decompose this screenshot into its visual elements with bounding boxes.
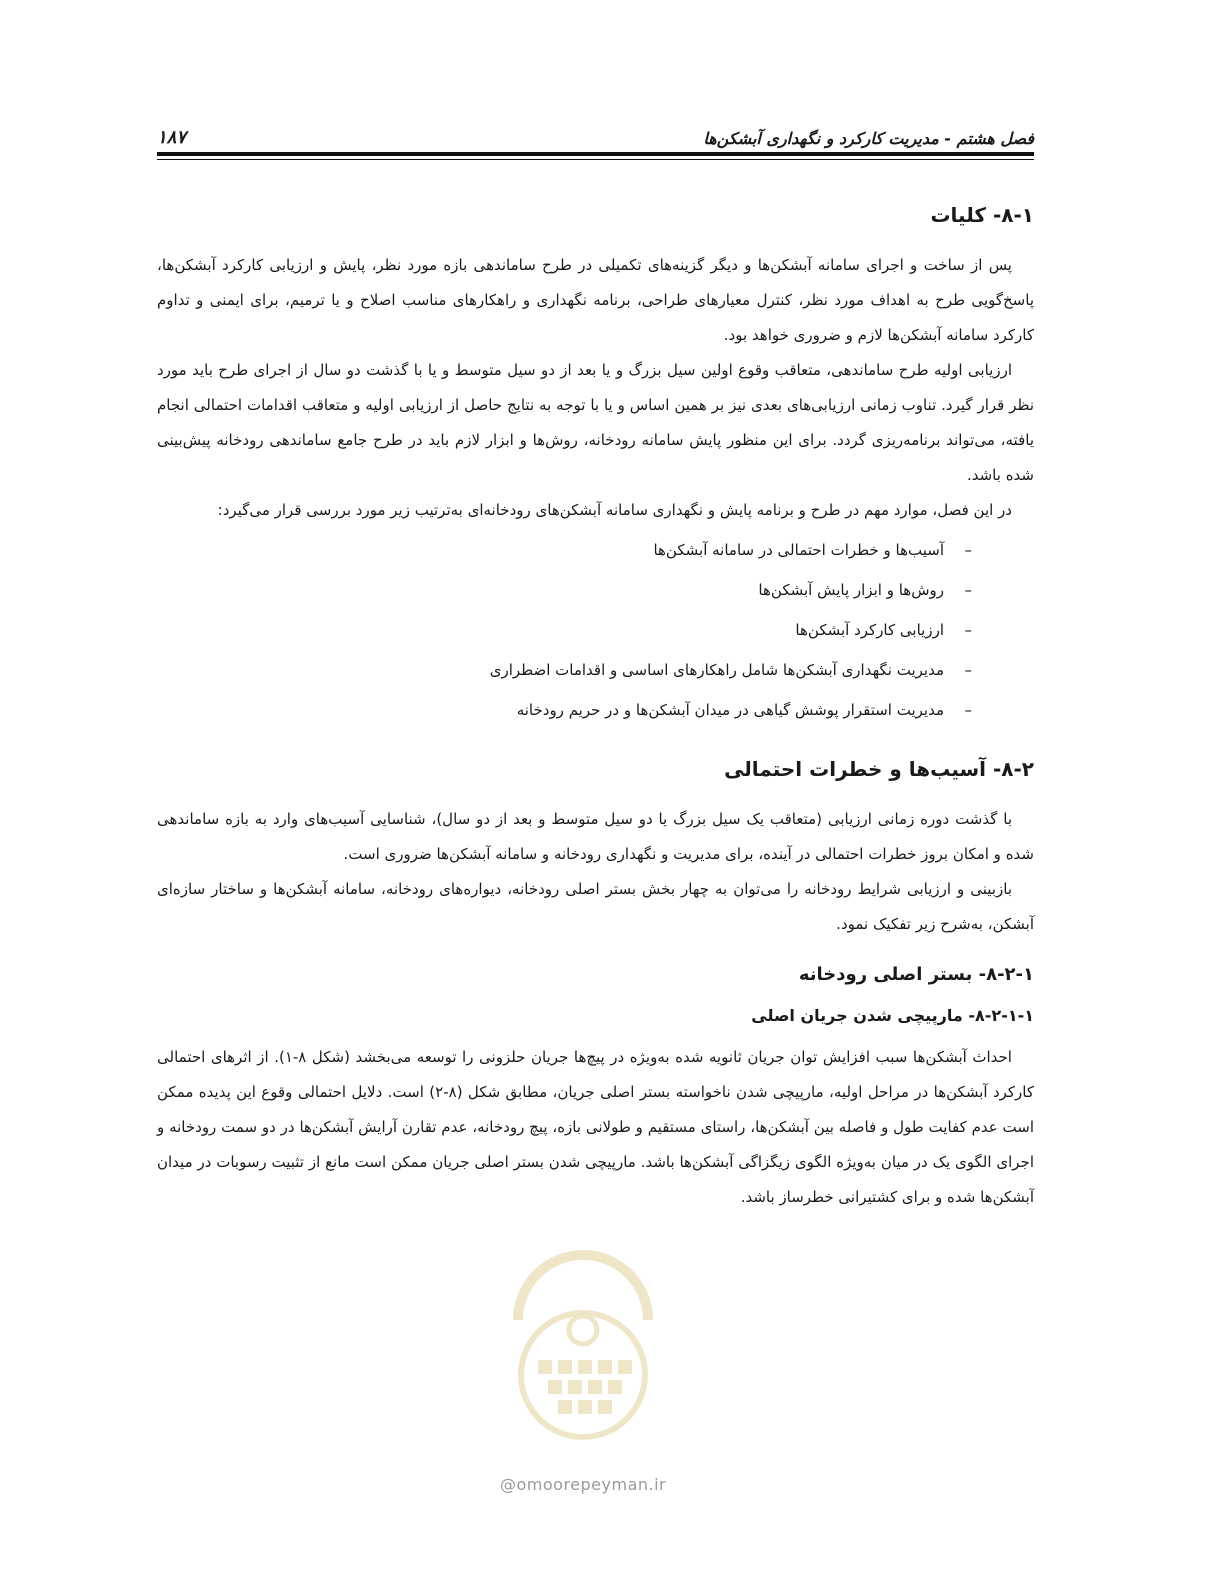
paragraph: بازبینی و ارزیابی شرایط رودخانه را می‌توان به چهار بخش بستر اصلی رودخانه، دیواره‌های رودخانه، سامانه آبشکن‌ها و ساختار سازه‌ای آبشکن، به‌شرح زیر تفکیک نمود. — [157, 880, 1034, 933]
list-item-text: ارزیابی کارکرد آبشکن‌ها — [795, 621, 944, 639]
list-item-text: روش‌ها و ابزار پایش آبشکن‌ها — [758, 581, 944, 599]
watermark-url: @omoorepeyman.ir — [500, 1475, 667, 1494]
list-item — [157, 530, 972, 570]
section-heading-8-2-1-1: ۸-۲-۱-۱- مارپیچی شدن جریان اصلی — [751, 1006, 1034, 1025]
list-item — [157, 610, 972, 650]
paragraph: ارزیابی اولیه طرح ساماندهی، متعاقب وقوع اولین سیل بزرگ و یا بعد از دو سیل متوسط و یا با گذشت دو سال از اجرای طرح باید مورد نظر قرار گیرد. تناوب زمانی ارزیابی‌های بعدی نیز بر همین اساس و یا با توجه به نتایج حاصل از ارزیابی اولیه و متعاقب اقدامات احتمالی انجام یافته، می‌تواند برنامه‌ریزی گردد. برای این منظور پایش سامانه رودخانه، روش‌ها و ابزار لازم باید در طرح جامع ساماندهی رودخانه پیش‌بینی شده باشد. — [157, 361, 1034, 484]
chapter-title: فصل هشتم - مدیریت کارکرد و نگهداری آبشکن‌ها — [703, 129, 1034, 148]
list-item — [157, 650, 972, 690]
list-item-text: مدیریت نگهداری آبشکن‌ها شامل راهکارهای اساسی و اقدامات اضطراری — [489, 661, 944, 679]
section-heading-8-2-1: ۸-۲-۱- بستر اصلی رودخانه — [798, 964, 1034, 985]
bullet-dash: – — [964, 701, 972, 719]
header-rule-thick — [157, 152, 1034, 156]
page-content — [157, 198, 1034, 1215]
paragraph: در این فصل، موارد مهم در طرح و برنامه پایش و نگهداری سامانه آبشکن‌های رودخانه‌ای به‌ترتیب زیر مورد بررسی قرار می‌گیرد: — [217, 501, 1012, 519]
list-item-text: آسیب‌ها و خطرات احتمالی در سامانه آبشکن‌ها — [653, 541, 944, 559]
bullet-dash: – — [964, 581, 972, 599]
bullet-dash: – — [964, 541, 972, 559]
bullet-dash: – — [964, 621, 972, 639]
paragraph: با گذشت دوره زمانی ارزیابی (متعاقب یک سیل بزرگ یا دو سیل متوسط و بعد از دو سال)، شناسایی آسیب‌های وارد به بازه ساماندهی شده و امکان بروز خطرات احتمالی در آینده، برای مدیریت و نگهداری رودخانه و سامانه آبشکن‌ها ضروری است. — [157, 810, 1034, 863]
header-rule-thin — [157, 159, 1034, 160]
paragraph: پس از ساخت و اجرای سامانه آبشکن‌ها و دیگر گزینه‌های تکمیلی در طرح ساماندهی بازه مورد نظر، پایش و ارزیابی کارکرد آبشکن‌ها، پاسخ‌گویی طرح به اهداف مورد نظر، کنترل معیارهای طراحی، برنامه نگهداری و راهکارهای مناسب اصلاح و یا ترمیم، برای ایمنی و تداوم کارکرد سامانه آبشکن‌ها لازم و ضروری خواهد بود. — [157, 256, 1034, 344]
watermark-seal-icon — [498, 1250, 668, 1450]
page-number: ۱۸۷ — [157, 127, 187, 148]
list-item — [157, 570, 972, 610]
bullet-list — [157, 530, 1034, 730]
section-heading-8-1: ۸-۱- کلیات — [930, 203, 1034, 227]
section-heading-8-2: ۸-۲- آسیب‌ها و خطرات احتمالی — [724, 757, 1034, 781]
list-item — [157, 690, 972, 730]
list-item-text: مدیریت استقرار پوشش گیاهی در میدان آبشکن‌ها و در حریم رودخانه — [516, 701, 944, 719]
bullet-dash: – — [964, 661, 972, 679]
running-header — [157, 118, 1034, 148]
paragraph: احداث آبشکن‌ها سبب افزایش توان جریان ثانویه شده به‌ویژه در پیچ‌ها جریان حلزونی را توسعه می‌بخشد (شکل ۸-۱). از اثرهای احتمالی کارکرد آبشکن‌ها در مراحل اولیه، مارپیچی شدن ناخواسته بستر اصلی جریان، مطابق شکل (۸-۲) است. دلایل احتمالی وقوع این پدیده ممکن است عدم کفایت طول و فاصله بین آبشکن‌ها، راستای مستقیم و طولانی بازه، پیچ رودخانه، عدم تقارن آرایش آبشکن‌ها در دو سمت رودخانه و اجرای الگوی یک در میان به‌ویژه الگوی زیگزاگی آبشکن‌ها باشد. مارپیچی شدن بستر اصلی جریان ممکن است مانع از تثبیت رسوبات در میدان آبشکن‌ها شده و برای کشتیرانی خطرساز باشد. — [157, 1048, 1034, 1206]
